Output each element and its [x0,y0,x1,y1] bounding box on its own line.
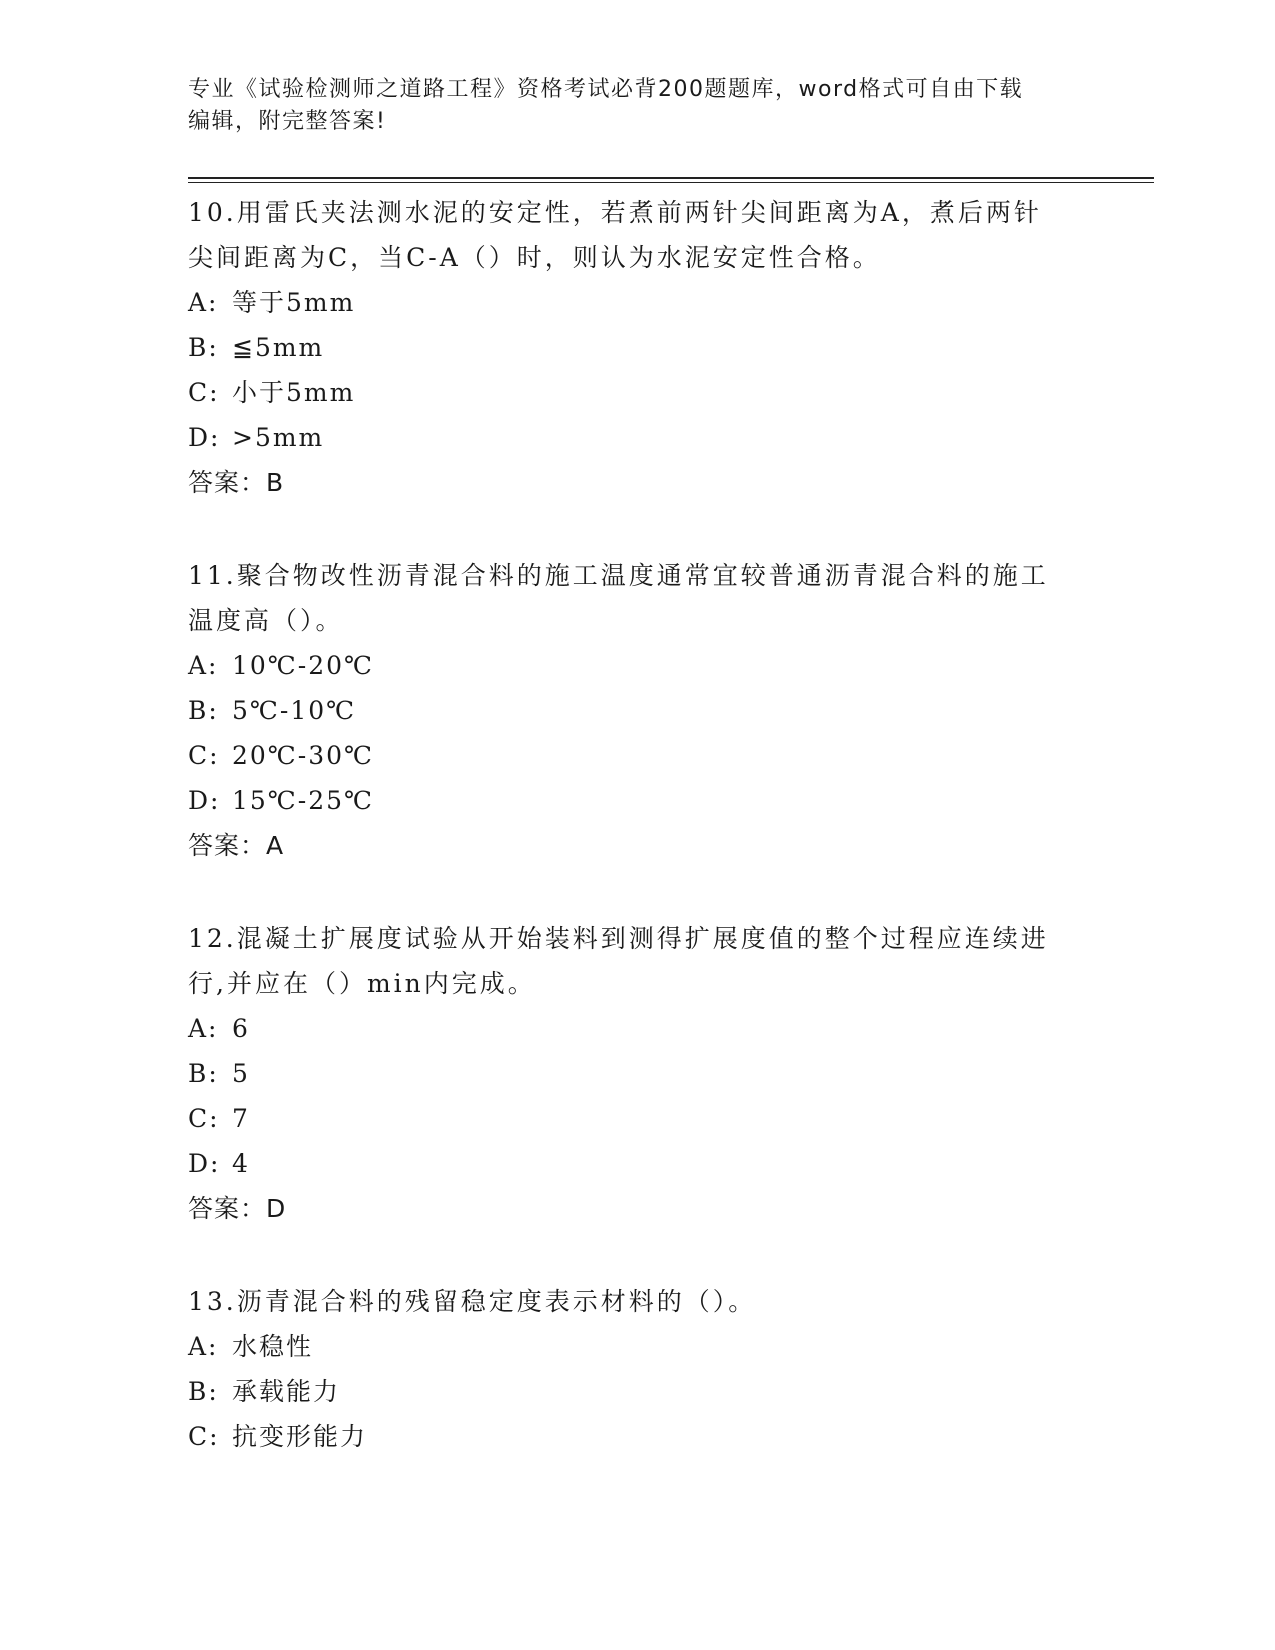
option-a: A: 等于5mm [188,288,356,317]
answer-line: 答案：A [188,831,285,860]
question-stem: 11.聚合物改性沥青混合料的施工温度通常宜较普通沥青混合料的施工 温度高（）。 [188,561,1049,635]
option-a: A: 10℃-20℃ [188,651,375,680]
answer-line: 答案：B [188,468,285,497]
option-b: B: ≦5mm [188,333,325,362]
option-d: D: >5mm [188,423,325,452]
option-c: C: 抗变形能力 [188,1422,368,1451]
option-c: C: 20℃-30℃ [188,741,375,770]
document-header [188,74,1088,138]
option-d: D: 4 [188,1149,250,1178]
question-12 [188,916,1088,1231]
question-stem: 12.混凝土扩展度试验从开始装料到测得扩展度值的整个过程应连续进 行,并应在（）min内完成。 [188,924,1049,998]
option-a: A: 水稳性 [188,1332,314,1361]
option-c: C: 小于5mm [188,378,356,407]
question-list [188,190,1088,1507]
header-line-2: 编辑，附完整答案! [188,109,387,134]
question-stem: 10.用雷氏夹法测水泥的安定性，若煮前两针尖间距离为A，煮后两针 尖间距离为C，当C-A（）时，则认为水泥安定性合格。 [188,198,1042,272]
header-rule-thin [188,182,1154,183]
header-rule-thick [188,177,1154,179]
option-d: D: 15℃-25℃ [188,786,375,815]
option-b: B: 承载能力 [188,1377,341,1406]
option-c: C: 7 [188,1104,250,1133]
question-stem: 13.沥青混合料的残留稳定度表示材料的（）。 [188,1287,757,1316]
question-11 [188,553,1088,868]
option-b: B: 5℃-10℃ [188,696,357,725]
answer-line: 答案：D [188,1194,287,1223]
option-a: A: 6 [188,1014,250,1043]
header-line-1: 专业《试验检测师之道路工程》资格考试必背200题题库，word格式可自由下载 [188,77,1024,102]
option-b: B: 5 [188,1059,250,1088]
question-13 [188,1279,1088,1459]
question-10 [188,190,1088,505]
